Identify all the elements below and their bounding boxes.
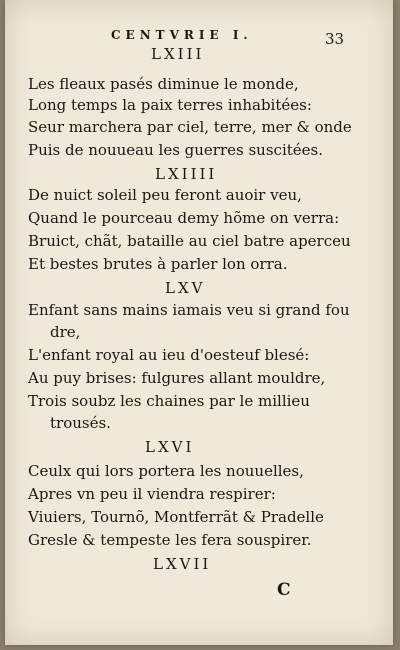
verse-line: Apres vn peu il viendra respirer: <box>28 485 276 503</box>
verse-line: trousés. <box>50 414 111 432</box>
verse-line: Bruict, chãt, bataille au ciel batre aperceu <box>28 232 351 250</box>
verse-line: Enfant sans mains iamais veu si grand fou <box>28 301 350 319</box>
verse-line: Trois soubz les chaines par le millieu <box>28 392 310 410</box>
verse-line: Les fleaux pasés diminue le monde, <box>28 75 299 93</box>
running-head: CENTVRIE I. <box>111 28 253 42</box>
quatrain-number: LXIIII <box>155 165 218 183</box>
verse-line: De nuict soleil peu feront auoir veu, <box>28 186 302 204</box>
quatrain-number: LXIII <box>151 45 205 63</box>
verse-line: dre, <box>50 323 81 341</box>
quatrain-number: LXVI <box>145 438 195 456</box>
quatrain-number: LXVII <box>153 555 212 573</box>
page-number: 33 <box>325 30 345 48</box>
quatrain-number: LXV <box>165 279 206 297</box>
verse-line: Quand le pourceau demy hõme on verra: <box>28 209 340 227</box>
verse-line: Puis de nouueau les guerres suscitées. <box>28 141 323 159</box>
book-page <box>5 0 393 645</box>
verse-line: Ceulx qui lors portera les nouuelles, <box>28 462 304 480</box>
verse-line: Gresle & tempeste les fera souspirer. <box>28 531 312 549</box>
verse-line: Long temps la paix terres inhabitées: <box>28 96 312 114</box>
verse-line: Viuiers, Tournõ, Montferrãt & Pradelle <box>28 508 324 526</box>
verse-line: Seur marchera par ciel, terre, mer & onde <box>28 118 352 136</box>
verse-line: Au puy brises: fulgures allant mouldre, <box>28 369 326 387</box>
signature-mark: C <box>277 580 291 600</box>
verse-line: Et bestes brutes à parler lon orra. <box>28 255 288 273</box>
verse-line: L'enfant royal au ieu d'oesteuf blesé: <box>28 346 310 364</box>
